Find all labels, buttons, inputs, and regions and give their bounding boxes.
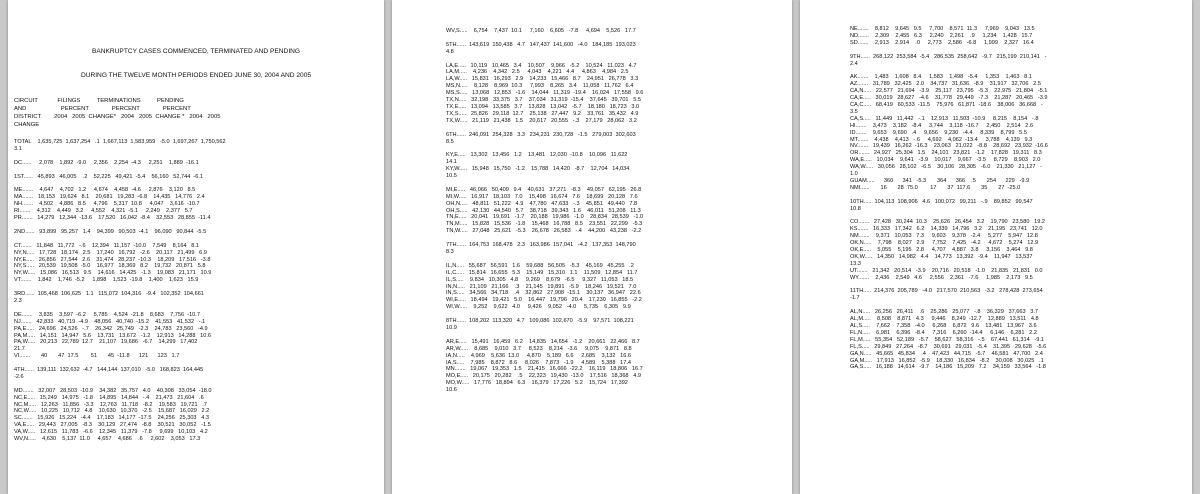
table-row: IL,S..... 9,834 10,305 4.8 9,269 8,679 -6.5 9,327 11,053 18.5 xyxy=(446,276,634,283)
table-row: ID....... 9,653 9,690 .4 9,656 9,230 -4.4 8,339 8,799 5.5 xyxy=(850,129,1027,136)
table-row: OK,E..... 5,055 5,195 2.8 4,707 4,887 3.8 3,156 3,464 9.8 xyxy=(850,247,1033,253)
table-row: RI....... 4,312 4,449 3.2 4,552 4,321 -5.1 2,249 2,377 5.7 xyxy=(14,208,193,215)
table-row: MO,W..... 17,776 18,894 6.3 16,379 17,226 5.2 15,724 17,392 xyxy=(446,380,628,387)
table-row: FL,N..... 6,981 6,396 -8.4 7,316 6,260 -14.4 6,146 6,281 2.2 xyxy=(850,329,1037,336)
table-row: MT....... 4,438 4,413 -.6 4,692 4,062 -13.4 3,788 4,139 9.3 xyxy=(850,136,1033,143)
table-row: MI,W..... 16,917 18,103 7.0 15,498 16,674 7.6 18,699 20,128 7.6 xyxy=(446,193,638,200)
table-row: ND....... 2,309 2,455 6.3 2,240 2,261 .9 1,234 1,428 15.7 xyxy=(850,32,1033,39)
table-row: GA,N..... 45,665 45,834 .4 47,423 44,715 -5.7 46,581 47,700 2.4 xyxy=(850,350,1043,357)
table-row: MO,E..... 20,175 20,282 .5 22,323 19,430 -13.0 17,516 18,368 4.9 xyxy=(446,373,641,380)
table-row: LA,W..... 15,831 16,293 2.9 14,233 15,466 8.7 24,951 26,778 3.3 xyxy=(446,76,639,83)
table-row: NMI...... 16 28 75.0 17 37 117.6 35 27 -25.0 xyxy=(850,184,1021,191)
table-row: IL,C..... 15,814 16,655 5.3 15,149 15,310 1.1 11,509 12,854 11.7 xyxy=(446,269,638,276)
table-row: 1.0 xyxy=(850,171,858,178)
table-row xyxy=(446,256,792,263)
table-row: WI,E..... 18,494 19,421 5.0 16,447 19,796 20.4 17,230 16,855 -2.2 xyxy=(446,297,642,304)
table-row: NY,W..... 15,086 16,513 9.5 14,616 14,425 -1.3 19,083 21,171 10.9 xyxy=(14,270,212,277)
table-row: 11TH..... 214,376 205,789 -4.0 217,570 210,563 -3.2 278,428 273,654 xyxy=(850,288,1043,295)
table-row xyxy=(446,35,792,42)
table-row: 2.4 xyxy=(850,60,858,67)
report-title-line: DURING THE TWELVE MONTH PERIODS ENDED JUNE 30, 2004 AND 2005 xyxy=(80,72,312,80)
table-row: 1ST...... 45,893 46,005 .2 52,225 49,421 -5.4 56,160 52,744 -6.1 xyxy=(14,173,204,180)
table-row: NC,E..... 15,249 14,975 -1.8 14,895 14,844 -.4 21,473 21,604 .6 xyxy=(14,394,204,401)
table-row: AL,M..... 8,508 8,871 4.3 9,446 8,249 -12.7 12,889 13,511 4.8 xyxy=(850,316,1039,323)
table-row: 8TH...... 108,202 113,320 4.7 109,086 102,670 -5.9 97,571 108,221 xyxy=(446,318,634,325)
table-row: MS,N..... 8,128 8,969 10.3 7,993 8,265 3.4 11,058 11,762 6.4 xyxy=(446,83,634,90)
table-row: TN,W..... 27,048 25,621 -5.3 26,678 26,583 -.4 44,200 43,238 -2.2 xyxy=(446,228,642,235)
table-row: 2ND...... 93,899 95,257 1.4 94,399 90,503 -4.1 96,090 90,844 -5.5 xyxy=(14,228,207,235)
table-row: WI,W..... 9,252 9,622 4.0 9,426 9,052 -4.0 5,735 6,305 9.9 xyxy=(446,304,631,311)
table-row: 3.1 xyxy=(14,146,22,153)
table-row: PA,E..... 24,696 24,526 -.7 26,342 25,749 -2.3 24,783 23,560 -4.9 xyxy=(14,325,208,332)
table-row: CA,N..... 22,577 21,694 -3.9 25,117 23,795 -5.3 22,975 21,804 -5.1 xyxy=(850,88,1048,95)
table-row xyxy=(14,167,384,174)
table-row: KS....... 16,333 17,342 6.2 14,339 14,796 3.2 21,195 23,741 12.0 xyxy=(850,226,1043,233)
table-row: ME....... 4,647 4,702 1.2 4,674 4,458 -4.6 2,876 3,120 8.5 xyxy=(14,187,196,194)
table-row: OH,N..... 48,811 51,222 4.9 47,780 47,633 -.3 45,851 49,440 7.8 xyxy=(446,200,638,207)
table-body xyxy=(392,0,792,394)
table-row: NY,S..... 20,539 19,508 -5.0 16,977 18,369 8.2 19,732 20,871 5.8 xyxy=(14,263,206,270)
table-row: 10.9 xyxy=(446,324,457,331)
table-row: 10.8 xyxy=(850,205,861,212)
table-row: NC,M..... 12,263 11,856 -3.3 12,763 11,718 -8.2 19,583 19,721 .7 xyxy=(14,401,207,408)
table-row: CA,C..... 68,419 60,533 -11.5 75,976 61,871 -18.6 38,006 36,668 - xyxy=(850,101,1043,108)
table-row: TX,N..... 32,198 33,375 3.7 37,034 31,319 -15.4 37,645 39,701 5.5 xyxy=(446,97,641,104)
table-row: NY,N..... 17,728 18,174 2.5 17,240 16,792 -2.6 20,117 21,499 6.9 xyxy=(14,249,207,256)
table-row: 10.5 xyxy=(446,173,457,180)
table-row: LA,M..... 4,236 4,342 2.5 4,043 4,221 4.4 4,863 4,984 2.5 xyxy=(446,69,629,76)
table-row: KY,E..... 13,302 13,456 1.2 13,481 12,030 -10.8 10,096 11,622 xyxy=(446,152,628,159)
table-row: MA....... 18,153 19,624 8.1 20,681 19,283 -6.8 14,435 14,776 2.4 xyxy=(14,194,205,201)
table-row: 7TH...... 164,753 168,478 2.3 163,986 157,041 -4.2 137,353 148,790 xyxy=(446,242,636,249)
table-row xyxy=(850,47,1192,54)
table-row: 8.3 xyxy=(446,249,454,255)
table-row: FL,M..... 55,354 52,189 -5.7 58,627 58,316 -.5 67,441 61,314 -9.1 xyxy=(850,336,1045,343)
table-row: 9TH...... 268,122 253,584 -5.4 286,535 258,642 -9.7 215,199 210,141 - xyxy=(850,53,1047,60)
table-row: SD....... 2,913 2,914 .0 2,773 2,586 -6.8 1,999 2,327 16.4 xyxy=(850,39,1034,46)
table-row: KY,W..... 15,948 15,750 -1.2 15,788 14,420 -8.7 12,704 14,034 xyxy=(446,166,630,173)
table-row: PA,W..... 20,213 22,789 12.7 21,107 19,686 -6.7 14,299 17,402 xyxy=(14,339,198,346)
table-row: NY,E..... 26,856 27,544 2.6 31,474 28,237 -10.3 18,209 17,516 -3.8 xyxy=(14,256,211,263)
table-row: TX,W..... 21,119 21,438 1.5 20,617 20,555 -.3 27,179 28,062 3.2 xyxy=(446,117,637,124)
table-row xyxy=(14,381,384,388)
table-row: 8.5 xyxy=(446,138,454,145)
document-page-2 xyxy=(392,0,792,494)
table-row: IA,S..... 7,985 8,872 8.6 8,026 7,873 -1.9 4,589 5,388 17.4 xyxy=(446,359,632,366)
table-row: IN,N..... 21,109 21,166 .3 21,145 19,891 -5.9 18,246 19,521 7.0 xyxy=(446,283,637,290)
table-row xyxy=(850,67,1192,74)
table-row: DC...... 2,078 1,892 -9.0 2,356 2,254 -4.3 2,251 1,889 -16.1 xyxy=(14,159,199,166)
column-header-line: CHANGE xyxy=(14,122,40,129)
table-row: OH,S..... 42,130 44,540 5.7 38,718 39,343 1.6 46,011 51,208 11.3 xyxy=(446,207,641,214)
table-row: 14.1 xyxy=(446,159,457,166)
table-row: PA,M..... 14,151 14,947 5.6 13,731 13,672 -1.2 12,913 14,288 10.6 xyxy=(14,332,212,339)
table-row: WY....... 2,436 2,549 4.6 2,556 2,361 -7.6 1,985 2,173 9.5 xyxy=(850,274,1033,281)
table-row xyxy=(446,180,792,187)
table-row: 13.3 xyxy=(850,260,861,267)
table-row: IN,S..... 34,566 34,718 .4 32,862 27,908 -15.1 30,137 36,947 22.6 xyxy=(446,290,641,297)
table-row: 10.6 xyxy=(446,387,457,394)
table-row: 10TH..... 104,113 108,906 4.6 100,072 99,211 -.9 89,852 99,547 xyxy=(850,198,1033,205)
table-row: 2.3 xyxy=(14,297,22,304)
table-row xyxy=(446,311,792,318)
document-page-1 xyxy=(8,0,384,494)
table-row: 21.7 xyxy=(14,346,25,353)
table-row: 5TH...... 143,619 150,438 4.7 147,437 141,600 -4.0 184,185 193,023 xyxy=(446,41,636,48)
column-header xyxy=(8,97,384,129)
table-row: GUAM..... 360 341 -5.3 364 366 .5 254 229 -9.9 xyxy=(850,177,1030,184)
table-row xyxy=(14,305,384,312)
report-title xyxy=(8,0,384,97)
table-row: NE....... 8,812 9,645 9.5 7,700 8,571 11.3 7,969 9,043 13.5 xyxy=(850,26,1035,32)
table-row xyxy=(850,302,1192,309)
table-row: -1.7 xyxy=(850,295,860,302)
table-row: CO....... 27,428 30,244 10.3 25,626 26,454 3.2 19,790 23,580 19.2 xyxy=(850,219,1045,226)
table-row: CT....... 11,848 11,772 -.6 12,394 11,157 -10.0 7,549 8,164 8.1 xyxy=(14,242,200,249)
table-body xyxy=(800,0,1192,371)
table-row: TN,E..... 20,041 19,691 -1.7 20,188 19,986 -1.0 28,834 28,539 -1.0 xyxy=(446,214,644,221)
table-row: TN,M..... 15,828 15,536 -1.8 15,468 16,788 8.5 23,551 22,299 -5.3 xyxy=(446,221,643,228)
table-row: 6TH...... 246,091 254,328 3.3 234,231 230,728 -1.5 279,003 302,603 xyxy=(446,131,636,138)
table-row: TOTAL 1,635,725 1,637,254 .1 1,667,113 1,583,959 -5.0 1,697,267 1,750,562 xyxy=(14,139,226,146)
table-row: WV,N..... 4,630 5,137 11.0 4,657 4,686 .6 2,602 3,053 17.3 xyxy=(14,436,201,443)
table-row xyxy=(446,56,792,63)
table-row: NM....... 9,371 10,053 7.3 9,603 9,378 -2.4 5,277 5,947 12.8 xyxy=(850,233,1038,240)
table-row: -2.6 xyxy=(14,373,24,380)
table-row xyxy=(850,212,1192,219)
table-row: HI....... 3,473 3,182 -8.4 3,744 3,118 -16.7 2,450 2,514 2.6 xyxy=(850,122,1034,129)
table-row: 3.5 xyxy=(850,108,858,115)
table-row: VT....... 1,842 1,746 -5.2 1,898 1,523 -19.8 1,400 1,623 15.9 xyxy=(14,277,199,284)
report-title-line: BANKRUPTCY CASES COMMENCED, TERMINATED AND PENDING xyxy=(91,48,301,56)
column-header-line: CIRCUIT FILINGS TERMINATIONS PENDING xyxy=(14,97,184,104)
table-row: OK,W..... 14,350 14,982 4.4 14,773 13,392 -9.4 11,947 13,537 xyxy=(850,253,1033,260)
table-row: WA,E..... 10,034 9,641 -3.9 10,017 9,667 -3.5 8,729 8,903 2.0 xyxy=(850,157,1041,164)
table-row: VI....... 40 47 17.5 51 45 -11.8 121 123 1.7 xyxy=(14,353,180,360)
table-row: FL,S..... 29,849 27,264 -8.7 30,691 29,031 -5.4 31,395 29,628 -5.6 xyxy=(850,343,1047,350)
table-row: WV,S..... 6,754 7,437 10.1 7,160 6,605 -7.8 4,694 5,526 17.7 xyxy=(446,28,636,34)
table-row: TX,E..... 13,094 13,585 3.7 13,828 13,042 -5.7 18,180 18,723 3.0 xyxy=(446,103,640,110)
table-row: AL,N..... 26,256 26,411 .6 25,286 25,077 -.8 36,329 37,663 3.7 xyxy=(850,309,1039,316)
table-row: NJ....... 42,833 40,719 -4.9 48,056 40,740 -15.2 41,553 41,532 -.1 xyxy=(14,318,206,325)
table-row: LA,E..... 10,119 10,465 3.4 10,507 9,966 -5.2 10,524 11,023 4.7 xyxy=(446,62,637,69)
table-row: AR,E..... 15,491 16,459 6.2 14,835 14,654 -1.2 20,661 22,466 8.7 xyxy=(446,338,640,345)
table-row: OR....... 24,927 25,304 1.5 24,101 23,821 -1.2 17,828 19,311 8.3 xyxy=(850,150,1042,157)
table-row: VA,W..... 12,615 11,783 -6.6 12,345 11,379 -7.8 9,699 10,103 4.2 xyxy=(14,429,208,436)
table-row: 4.8 xyxy=(446,48,454,55)
table-row: MI,E..... 46,066 50,409 9.4 40,631 37,271 -8.3 49,057 62,195 26.8 xyxy=(446,186,642,193)
table-row: NV....... 19,439 16,262 -16.3 23,063 21,022 -8.8 28,692 23,932 -16.6 xyxy=(850,143,1048,150)
column-header-line: AND PERCENT PERCENT PERCENT xyxy=(14,105,191,112)
table-row: SC....... 15,926 15,224 -4.4 17,183 14,177 -17.5 24,256 25,303 4.3 xyxy=(14,415,209,422)
table-row: GA,M..... 17,913 16,852 -5.9 18,330 16,834 -8.2 30,008 30,025 .1 xyxy=(850,357,1044,364)
table-row xyxy=(14,284,384,291)
table-row xyxy=(850,282,1192,289)
table-row xyxy=(446,332,792,339)
table-row: NH....... 4,502 4,886 8.5 4,796 5,317 10.8 4,047 3,616 -10.7 xyxy=(14,201,200,208)
table-row: PR....... 14,279 12,344 -13.6 17,520 16,042 -8.4 32,553 28,855 -11.4 xyxy=(14,215,211,222)
table-row: 3RD...... 105,468 106,625 1.1 115,072 104,316 -9.4 102,352 104,661 xyxy=(14,291,204,298)
table-row xyxy=(14,222,384,229)
table-row: AZ....... 31,789 32,425 2.0 34,737 31,636 -8.9 31,917 32,706 2.5 xyxy=(850,81,1041,88)
table-body xyxy=(8,129,384,443)
table-row: 4TH...... 139,111 132,632 -4.7 144,144 137,010 -5.0 168,823 164,445 xyxy=(14,367,204,374)
table-row xyxy=(850,192,1192,199)
table-row: AK....... 1,483 1,608 8.4 1,583 1,498 -5.4 1,353 1,463 8.1 xyxy=(850,74,1032,81)
column-header-line: DISTRICT 2004 2005 CHANGE* 2004 2005 CHANGE * 2004 2005 xyxy=(14,113,221,120)
table-row: UT....... 21,342 20,514 -3.9 20,716 20,518 -1.0 21,835 21,831 0.0 xyxy=(850,267,1043,274)
table-row xyxy=(446,125,792,132)
table-row: DE....... 3,835 3,597 -6.2 5,785 4,524 -21.8 8,683 7,756 -10.7 xyxy=(14,311,200,318)
table-row: NC,W..... 10,225 10,712 4.8 10,630 10,370 -2.5 15,687 16,029 2.2 xyxy=(14,408,210,415)
table-row: OK,N..... 7,798 8,027 2.9 7,752 7,425 -4.2 4,672 5,274 12.9 xyxy=(850,240,1039,247)
table-row: MS,S..... 13,068 12,853 -1.6 14,044 11,319 -19.4 16,024 17,558 9.6 xyxy=(446,90,644,97)
document-page-3 xyxy=(800,0,1192,494)
table-row: AL,S..... 7,662 7,358 -4.0 6,268 6,872 9.6 13,481 13,967 3.6 xyxy=(850,322,1037,329)
table-row: MD....... 32,007 28,503 -10.9 34,382 35,757 4.0 40,308 33,054 -18.0 xyxy=(14,387,212,394)
table-row xyxy=(446,235,792,242)
table-row xyxy=(14,236,384,243)
table-row: IL,N..... 55,687 56,591 1.6 59,688 56,505 -5.3 45,169 45,255 .2 xyxy=(446,262,634,269)
table-row xyxy=(14,181,384,188)
table-row xyxy=(14,153,384,160)
table-row xyxy=(14,360,384,367)
table-row: MN....... 19,067 19,353 1.5 21,415 16,666 -22.2 16,119 18,806 16.7 xyxy=(446,366,643,373)
table-row: WA,W..... 30,056 28,102 -6.5 30,106 28,305 -6.0 21,330 21,127 - xyxy=(850,164,1042,171)
table-row xyxy=(446,145,792,152)
table-row: IA,N..... 4,969 5,636 13.0 4,870 5,189 6.6 2,685 3,132 16.6 xyxy=(446,352,632,359)
table-row: TX,S..... 25,826 29,118 12.7 25,138 27,447 9.2 33,761 35,432 4.9 xyxy=(446,110,639,117)
table-row: CA,S..... 11,449 11,442 -.1 12,913 11,503 -10.9 8,215 8,154 -.8 xyxy=(850,115,1039,122)
table-row: VA,E..... 29,443 27,005 -8.3 30,129 27,474 -8.8 30,521 30,052 -1.5 xyxy=(14,422,211,429)
table-row: GA,S..... 16,188 14,614 -9.7 14,186 15,209 7.2 34,159 33,564 -1.8 xyxy=(850,364,1046,371)
table-row: AR,W..... 8,685 9,010 3.7 8,523 8,214 -3.6 9,075 9,871 8.8 xyxy=(446,345,632,352)
table-row: CA,E..... 30,019 28,627 -4.6 31,778 29,449 -7.3 21,287 20,465 -3.9 xyxy=(850,95,1048,102)
